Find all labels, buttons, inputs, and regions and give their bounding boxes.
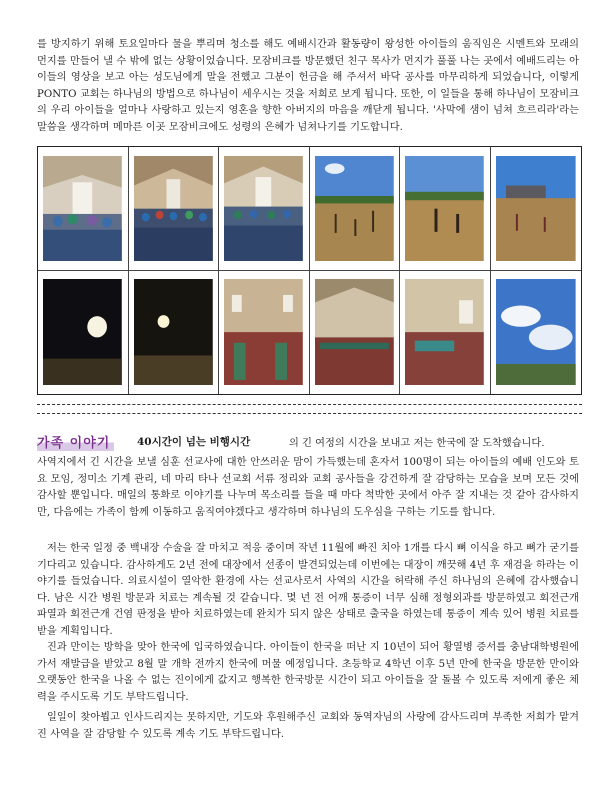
photo-cell (129, 147, 220, 271)
photo-cell (491, 147, 582, 271)
body-paragraph: 저는 한국 일정 중 백내장 수술을 잘 마치고 적응 중이며 작년 11월에 빠진 치아 1개를 다시 뼈 이식을 하고 뼈가 굳기를 기다리고 있습니다. 감사하게도 2년 전에 대장에서 선종이 발견되었는데 이번에는 대장이 깨끗해 4년 후 재검을 하라는 이야기를 들었습니다. 의료시설이 열악한 환경에 사는 선교사로서 사역의 시간을 허락해 주신 하나님의 은혜에 감사했습니다. 남은 시간 병원 방문과 치료는 계속될 것 같습니다. 몇 년 전 어깨 통증이 너무 심해 정형외과를 방문하였고 회전근개 파열과 회전근개 건염 판정을 받아 치료하였는데 완치가 되지 않은 상태로 출국을 하였는데 통증이 계속 있어 병원 치료를 받을 계획입니다. (37, 543, 579, 637)
dashed-divider (37, 404, 582, 405)
photo-cell (491, 271, 582, 395)
photo-cell (310, 147, 401, 271)
church-interior-photo (134, 156, 213, 261)
photo-cell (310, 271, 401, 395)
church-interior-photo (43, 156, 122, 261)
church-interior-photo (224, 156, 303, 261)
photo-cell (219, 147, 310, 271)
night-light-photo (134, 279, 213, 385)
photo-cell (400, 147, 491, 271)
photo-cell (38, 147, 129, 271)
photo-grid (37, 146, 582, 395)
church-floor-photo (405, 279, 484, 385)
photo-cell (38, 271, 129, 395)
section-title-rest: 의 긴 여정의 시간을 보내고 저는 한국에 잘 도착했습니다. (289, 438, 545, 449)
church-floor-photo (315, 279, 394, 385)
night-light-photo (43, 279, 122, 385)
photo-cell (219, 271, 310, 395)
photo-cell (400, 271, 491, 395)
body-paragraph: 일일이 찾아뵙고 인사드리지는 못하지만, 기도와 후원해주신 교회와 동역자님의 사랑에 감사드리며 부족한 저희가 맡겨진 사역을 잘 감당할 수 있도록 계속 기도 부탁드립니다. (37, 712, 579, 740)
section-header (37, 432, 582, 452)
body-paragraph: 사역지에서 긴 시간을 보낼 심훈 선교사에 대한 안쓰러운 맘이 가득했는데 혼자서 100명이 되는 아이들의 예배 인도와 토요 모임, 정미소 기계 관리, 네 마리 타나 선교회 서류 정리와 교회 공사들을 강건하게 잘 감당하는 모습을 보며 모든 것에 감사할 뿐입니다. 매일의 통화로 이야기를 나누며 목소리를 들을 때 마다 척박한 곳에서 아주 잘 지내는 것 같아 감사하지만, 다음에는 가족이 함께 이동하고 움직여야겠다고 생각하며 하나님의 도우심을 구하는 기도를 합니다. (37, 457, 579, 518)
outdoor-field-photo (315, 156, 394, 261)
outdoor-building-photo (496, 156, 576, 261)
intro-paragraph: 를 방지하기 위해 토요일마다 물을 뿌리며 청소를 해도 예배시간과 활동량이 왕성한 아이들의 움직임은 시멘트와 모래의 먼지를 만들어 낼 수 밖에 없는 상황이었습니다. 모잠비크를 방문했던 친구 목사가 먼지가 풀풀 나는 곳에서 예배드리는 아이들의 영상을 보고 아는 성도님에게 말을 전했고 그분이 헌금을 해 주셔서 바닥 공사를 마무리하게 되었습니다, 이렇게 PONTO 교회는 하나님의 방법으로 하나님이 세우시는 것을 저희로 보게 됩니다. 또한, 이 일들을 통해 하나님이 모잠비크의 우리 아이들을 얼마나 사랑하고 있는지 영혼을 향한 아버지의 마음을 깨닫게 됩니다. '사막에 샘이 넘쳐 흐르리라'라는 말씀을 생각하며 메마른 이곳 모잠비크에도 성령의 은혜가 넘쳐나기를 기도합니다. (37, 39, 579, 133)
body-paragraph: 진과 만이는 방학을 맞아 한국에 입국하였습니다. 아이들이 한국을 떠난 지 10년이 되어 황열병 증서를 충남대학병원에 가서 재발급을 받았고 8월 말 개학 전까지 한국에 머물 예정입니다. 초등학교 4학년 이후 5년 만에 한국을 방문한 만이와 오랫동안 한국을 나올 수 없는 진이에게 값지고 행복한 한국방문 시간이 되고 아이들을 잘 돌볼 수 있도록 저에게 좋은 체력을 주시도록 기도 부탁드립니다. (37, 642, 579, 703)
outdoor-field-photo (405, 156, 484, 261)
dashed-divider (37, 413, 582, 414)
photo-cell (129, 271, 220, 395)
church-floor-photo (224, 279, 303, 385)
sky-landscape-photo (496, 279, 576, 385)
section-title: 40시간이 넘는 비행시간 (137, 436, 251, 448)
section-badge: 가족 이야기 (37, 432, 114, 451)
